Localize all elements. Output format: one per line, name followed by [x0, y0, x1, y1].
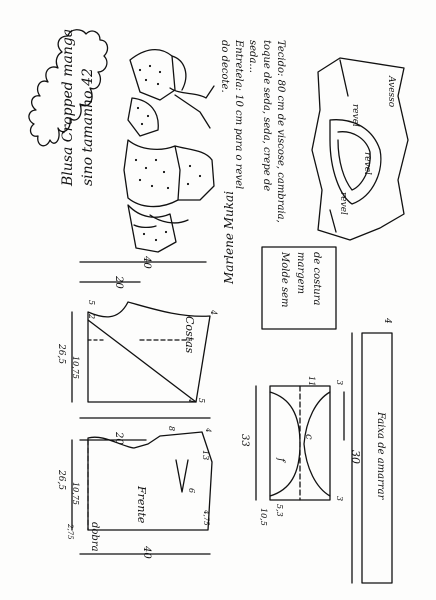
- back-width-top: 20: [113, 276, 124, 289]
- signature: Marlene Mukai: [222, 190, 236, 284]
- band-width: 4: [382, 318, 392, 324]
- materials-fabric-3: seda...: [247, 40, 258, 73]
- sleeve-length: 33: [239, 434, 250, 447]
- band-label: Faixa de amarrar: [375, 412, 386, 500]
- front-label: Frente: [135, 486, 148, 524]
- sleeve-c-mark: c: [303, 434, 314, 440]
- back-mark-2: 2: [87, 314, 96, 320]
- front-mark-4: 2,75: [66, 524, 74, 540]
- front-width-top: 20: [113, 432, 124, 445]
- back-label: Costas: [183, 316, 196, 354]
- materials-interfacing-2: do decote.: [219, 40, 230, 93]
- front-mark-1: 8: [167, 426, 176, 432]
- front-fold: dobra: [89, 522, 100, 552]
- facing-revel-b: revel: [362, 152, 372, 175]
- sleeve-piece: [256, 386, 344, 500]
- sleeve-mark-3: 3: [335, 496, 344, 502]
- back-mark-1: 5: [87, 300, 96, 306]
- front-width-total: 40: [141, 546, 152, 559]
- title-line-2: sino tamanho 42: [80, 68, 96, 186]
- facing-avesso: Avesso: [386, 76, 396, 108]
- facing-revel-a: revel: [350, 104, 360, 127]
- band-length: 30: [349, 450, 362, 464]
- sleeve-mark-2: 3: [335, 380, 344, 386]
- front-height-2: 10,75: [71, 482, 80, 505]
- materials-fabric: Tecido: 80 cm de viscose, cambraia,: [275, 40, 286, 223]
- back-height-2: 10,75: [71, 356, 80, 379]
- facing-revel-c: revel: [338, 192, 348, 215]
- front-mark-3: 6: [187, 488, 196, 494]
- title-line-1: Blusa Cropped manga: [60, 28, 76, 186]
- notice-line-3: de costura: [311, 252, 322, 306]
- back-mark-5: 5: [197, 398, 206, 404]
- sleeve-mark-1: 11: [307, 376, 316, 387]
- sleeve-mark-5: 5,3: [275, 504, 284, 517]
- front-height-1: 26,5: [56, 470, 66, 491]
- back-height-1: 26,5: [56, 344, 66, 365]
- front-mark-6: 4: [204, 428, 212, 433]
- notice-line-1: Molde sem: [279, 252, 290, 308]
- back-width-total: 40: [141, 256, 152, 269]
- back-mark-4: 4: [187, 398, 196, 404]
- notice-line-2: margem: [295, 252, 306, 295]
- sleeve-mark-4: 10,5: [259, 508, 268, 526]
- back-mark-3: 4: [209, 310, 218, 316]
- materials-fabric-2: toque de seda, seda, crepe de: [261, 40, 272, 192]
- front-mark-2: 13: [201, 450, 210, 461]
- blouse-illustration: [124, 50, 214, 252]
- front-mark-5: 4,75: [202, 510, 210, 526]
- sleeve-f-mark: f: [275, 458, 286, 462]
- materials-interfacing: Entretela: 10 cm para o revel: [233, 40, 244, 190]
